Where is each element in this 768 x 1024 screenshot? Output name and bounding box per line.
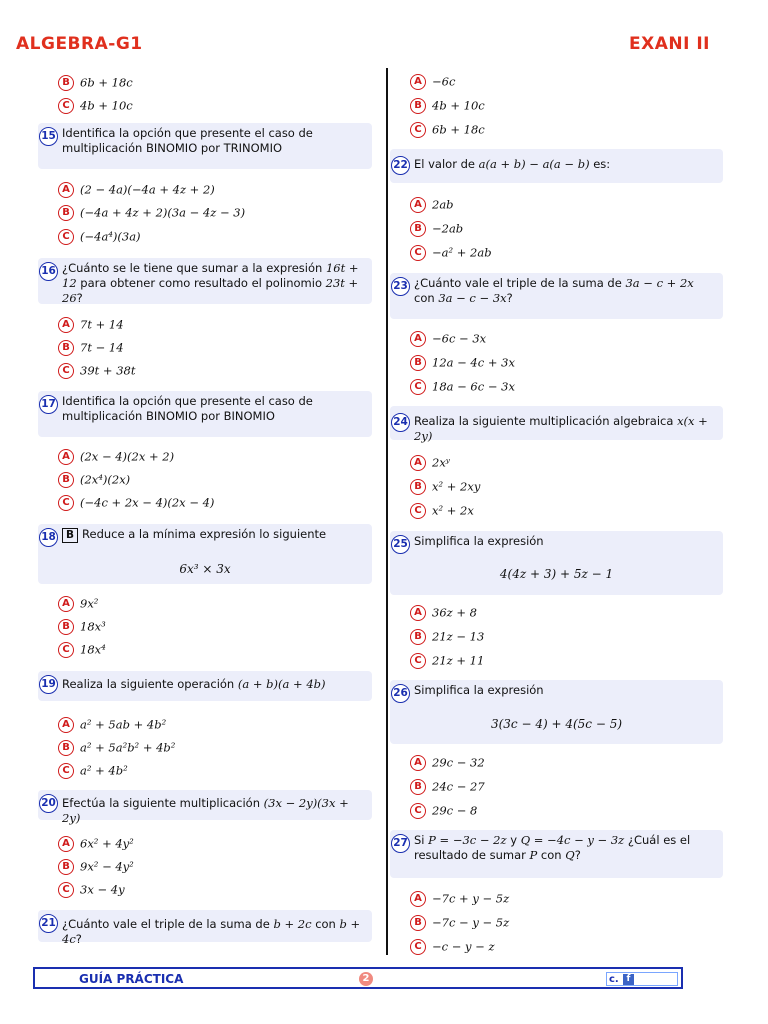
option-c[interactable]	[58, 880, 125, 898]
question-17	[38, 391, 372, 437]
option-letter: B	[58, 75, 74, 91]
option-a[interactable]	[410, 889, 509, 907]
question-number: 18	[39, 528, 58, 547]
question-number: 23	[391, 277, 410, 296]
option-text: (−4a⁴)(3a)	[80, 229, 141, 244]
question-text: Identifica la opción que presente el caso de multiplicación BINOMIO por BINOMIO	[62, 394, 313, 423]
question-expression: 6x³ × 3x	[179, 562, 231, 576]
option-letter: C	[410, 379, 426, 395]
header-left-title: ALGEBRA-G1	[16, 34, 143, 54]
question-24	[390, 406, 723, 443]
question-18	[38, 524, 372, 584]
option-letter: A	[410, 891, 426, 907]
facebook-icon[interactable]: f	[623, 974, 634, 985]
question-number: 26	[391, 684, 410, 703]
option-letter: C	[58, 229, 74, 245]
option-letter: A	[58, 449, 74, 465]
option-b[interactable]	[410, 777, 485, 795]
option-letter: C	[58, 495, 74, 511]
question-text: El valor de a(a + b) − a(a − b) es:	[414, 157, 611, 171]
option-c[interactable]	[410, 377, 515, 395]
social-link[interactable]	[606, 972, 678, 986]
option-letter: B	[58, 340, 74, 356]
question-number: 24	[391, 413, 410, 432]
option-letter: B	[58, 619, 74, 635]
option-letter: A	[410, 331, 426, 347]
question-23	[390, 273, 723, 319]
option-c[interactable]	[58, 761, 128, 779]
option-a[interactable]	[58, 715, 166, 733]
option-b[interactable]	[58, 73, 133, 91]
question-text: B Reduce a la mínima expresión lo siguiente	[62, 527, 366, 543]
option-letter: C	[410, 122, 426, 138]
option-text: 12a − 4c + 3x	[432, 355, 515, 370]
option-b[interactable]	[410, 627, 484, 645]
option-text: (−4c + 2x − 4)(2x − 4)	[80, 495, 215, 510]
question-text: Simplifica la expresión	[414, 534, 544, 548]
option-letter: A	[58, 317, 74, 333]
option-c[interactable]	[58, 96, 133, 114]
option-letter: A	[58, 182, 74, 198]
option-text: 6b + 18c	[432, 122, 485, 137]
option-b[interactable]	[410, 353, 515, 371]
question-number: 21	[39, 914, 58, 933]
option-letter: B	[410, 355, 426, 371]
option-text: x² + 2xy	[432, 479, 481, 494]
header-right-title: EXANI II	[629, 34, 710, 54]
option-c[interactable]	[410, 120, 485, 138]
option-b[interactable]	[58, 738, 175, 756]
option-letter: A	[58, 596, 74, 612]
option-letter: A	[410, 455, 426, 471]
option-a[interactable]	[410, 753, 485, 771]
option-b[interactable]	[58, 203, 245, 221]
option-b[interactable]	[58, 617, 106, 635]
option-text: a² + 5ab + 4b²	[80, 717, 167, 732]
option-text: 24c − 27	[432, 779, 485, 794]
option-letter: C	[58, 763, 74, 779]
option-letter: B	[58, 740, 74, 756]
question-number: 27	[391, 834, 410, 853]
option-a[interactable]	[410, 329, 486, 347]
option-text: −c − y − z	[432, 939, 495, 954]
option-c[interactable]	[410, 501, 474, 519]
option-letter: B	[410, 479, 426, 495]
page-number: 2	[359, 972, 373, 986]
option-c[interactable]	[58, 640, 106, 658]
question-15	[38, 123, 372, 169]
question-text: ¿Cuánto se le tiene que sumar a la expresión 16t + 12 para obtener como resultado el polinomio 23t + 26?	[62, 261, 359, 305]
option-letter: B	[410, 629, 426, 645]
option-c[interactable]	[58, 361, 135, 379]
option-text: 21z + 11	[432, 653, 485, 668]
option-b[interactable]	[410, 913, 509, 931]
question-number: 25	[391, 535, 410, 554]
option-c[interactable]	[410, 937, 495, 955]
option-text: −6c − 3x	[432, 331, 487, 346]
option-b[interactable]	[410, 219, 463, 237]
question-text: Efectúa la siguiente multiplicación (3x − 2y)(3x + 2y)	[62, 796, 349, 825]
option-letter: C	[410, 653, 426, 669]
question-text: Identifica la opción que presente el caso de multiplicación BINOMIO por TRINOMIO	[62, 126, 313, 155]
footer-bar	[33, 967, 683, 989]
question-25	[390, 531, 723, 595]
question-number: 15	[39, 127, 58, 146]
option-text: 3x − 4y	[80, 882, 125, 897]
option-b[interactable]	[58, 857, 134, 875]
question-text: ¿Cuánto vale el triple de la suma de b + 2c con b + 4c?	[62, 917, 361, 946]
question-tag-box: B	[62, 528, 78, 543]
option-letter: C	[410, 245, 426, 261]
option-text: 29c − 32	[432, 755, 485, 770]
option-letter: B	[58, 859, 74, 875]
option-text: 2ab	[432, 197, 454, 212]
option-text: 4b + 10c	[432, 98, 485, 113]
question-19	[38, 671, 372, 701]
option-text: 18x⁴	[80, 642, 106, 657]
option-text: 36z + 8	[432, 605, 477, 620]
option-text: −7c + y − 5z	[432, 891, 510, 906]
option-letter: B	[410, 779, 426, 795]
option-text: (2 − 4a)(−4a + 4z + 2)	[80, 182, 215, 197]
option-letter: C	[58, 642, 74, 658]
option-text: 39t + 38t	[80, 363, 136, 378]
question-number: 19	[39, 675, 58, 694]
option-letter: A	[58, 836, 74, 852]
question-20	[38, 790, 372, 825]
option-text: 29c − 8	[432, 803, 478, 818]
option-c[interactable]	[58, 227, 141, 245]
option-c[interactable]	[410, 243, 492, 261]
option-letter: B	[410, 98, 426, 114]
option-a[interactable]	[58, 315, 124, 333]
question-expression: 4(4z + 3) + 5z − 1	[499, 567, 614, 581]
question-number: 20	[39, 794, 58, 813]
option-text: 7t + 14	[80, 317, 124, 332]
option-a[interactable]	[410, 453, 450, 471]
question-number: 22	[391, 156, 410, 175]
option-text: a² + 4b²	[80, 763, 128, 778]
option-text: 6x² + 4y²	[80, 836, 134, 851]
option-text: 6b + 18c	[80, 75, 133, 90]
option-letter: C	[410, 939, 426, 955]
option-c[interactable]	[58, 493, 214, 511]
option-a[interactable]	[410, 72, 455, 90]
option-letter: C	[58, 882, 74, 898]
option-letter: A	[410, 605, 426, 621]
option-text: 21z − 13	[432, 629, 485, 644]
option-c[interactable]	[410, 651, 484, 669]
option-text: 7t − 14	[80, 340, 124, 355]
option-b[interactable]	[410, 477, 480, 495]
question-text: Realiza la siguiente operación (a + b)(a + 4b)	[62, 677, 326, 691]
option-text: (−4a + 4z + 2)(3a − 4z − 3)	[80, 205, 246, 220]
option-a[interactable]	[58, 834, 134, 852]
question-expression: 3(3c − 4) + 4(5c − 5)	[490, 717, 623, 731]
option-text: 18x³	[80, 619, 106, 634]
option-text: −7c − y − 5z	[432, 915, 510, 930]
column-divider	[386, 68, 388, 955]
option-text: 18a − 6c − 3x	[432, 379, 515, 394]
footer-right-text: c.	[609, 974, 619, 985]
question-text: Si P = −3c − 2z y Q = −4c − y − 3z ¿Cuál es el resultado de sumar P con Q?	[414, 833, 691, 862]
option-letter: C	[58, 98, 74, 114]
question-number: 16	[39, 262, 58, 281]
option-a[interactable]	[58, 447, 174, 465]
option-letter: C	[58, 363, 74, 379]
option-a[interactable]	[410, 195, 454, 213]
option-text: (2x⁴)(2x)	[80, 472, 131, 487]
question-27	[390, 830, 723, 878]
question-text: ¿Cuánto vale el triple de la suma de 3a − c + 2x con 3a − c − 3x?	[414, 276, 694, 305]
option-letter: B	[410, 221, 426, 237]
option-text: 9x² − 4y²	[80, 859, 134, 874]
option-letter: A	[58, 717, 74, 733]
option-text: a² + 5a²b² + 4b²	[80, 740, 176, 755]
option-b[interactable]	[58, 338, 124, 356]
option-a[interactable]	[58, 180, 215, 198]
option-b[interactable]	[58, 470, 130, 488]
question-text: Simplifica la expresión	[414, 683, 544, 697]
option-letter: A	[410, 755, 426, 771]
question-number: 17	[39, 395, 58, 414]
option-text: −6c	[432, 74, 456, 89]
option-letter: B	[58, 205, 74, 221]
option-a[interactable]	[410, 603, 477, 621]
question-26	[390, 680, 723, 744]
option-letter: C	[410, 803, 426, 819]
option-text: −2ab	[432, 221, 464, 236]
option-text: 9x²	[80, 596, 99, 611]
question-16	[38, 258, 372, 304]
option-text: x² + 2x	[432, 503, 474, 518]
option-c[interactable]	[410, 801, 477, 819]
option-letter: B	[58, 472, 74, 488]
option-letter: B	[410, 915, 426, 931]
option-b[interactable]	[410, 96, 485, 114]
question-21	[38, 910, 372, 946]
option-text: 2xʸ	[432, 455, 450, 470]
option-a[interactable]	[58, 594, 98, 612]
option-letter: A	[410, 74, 426, 90]
option-text: 4b + 10c	[80, 98, 133, 113]
option-letter: A	[410, 197, 426, 213]
footer-label: GUÍA PRÁCTICA	[79, 972, 184, 986]
question-text: Realiza la siguiente multiplicación algebraica x(x + 2y)	[414, 414, 708, 443]
option-letter: C	[410, 503, 426, 519]
question-22	[390, 149, 723, 183]
option-text: −a² + 2ab	[432, 245, 492, 260]
option-text: (2x − 4)(2x + 2)	[80, 449, 175, 464]
